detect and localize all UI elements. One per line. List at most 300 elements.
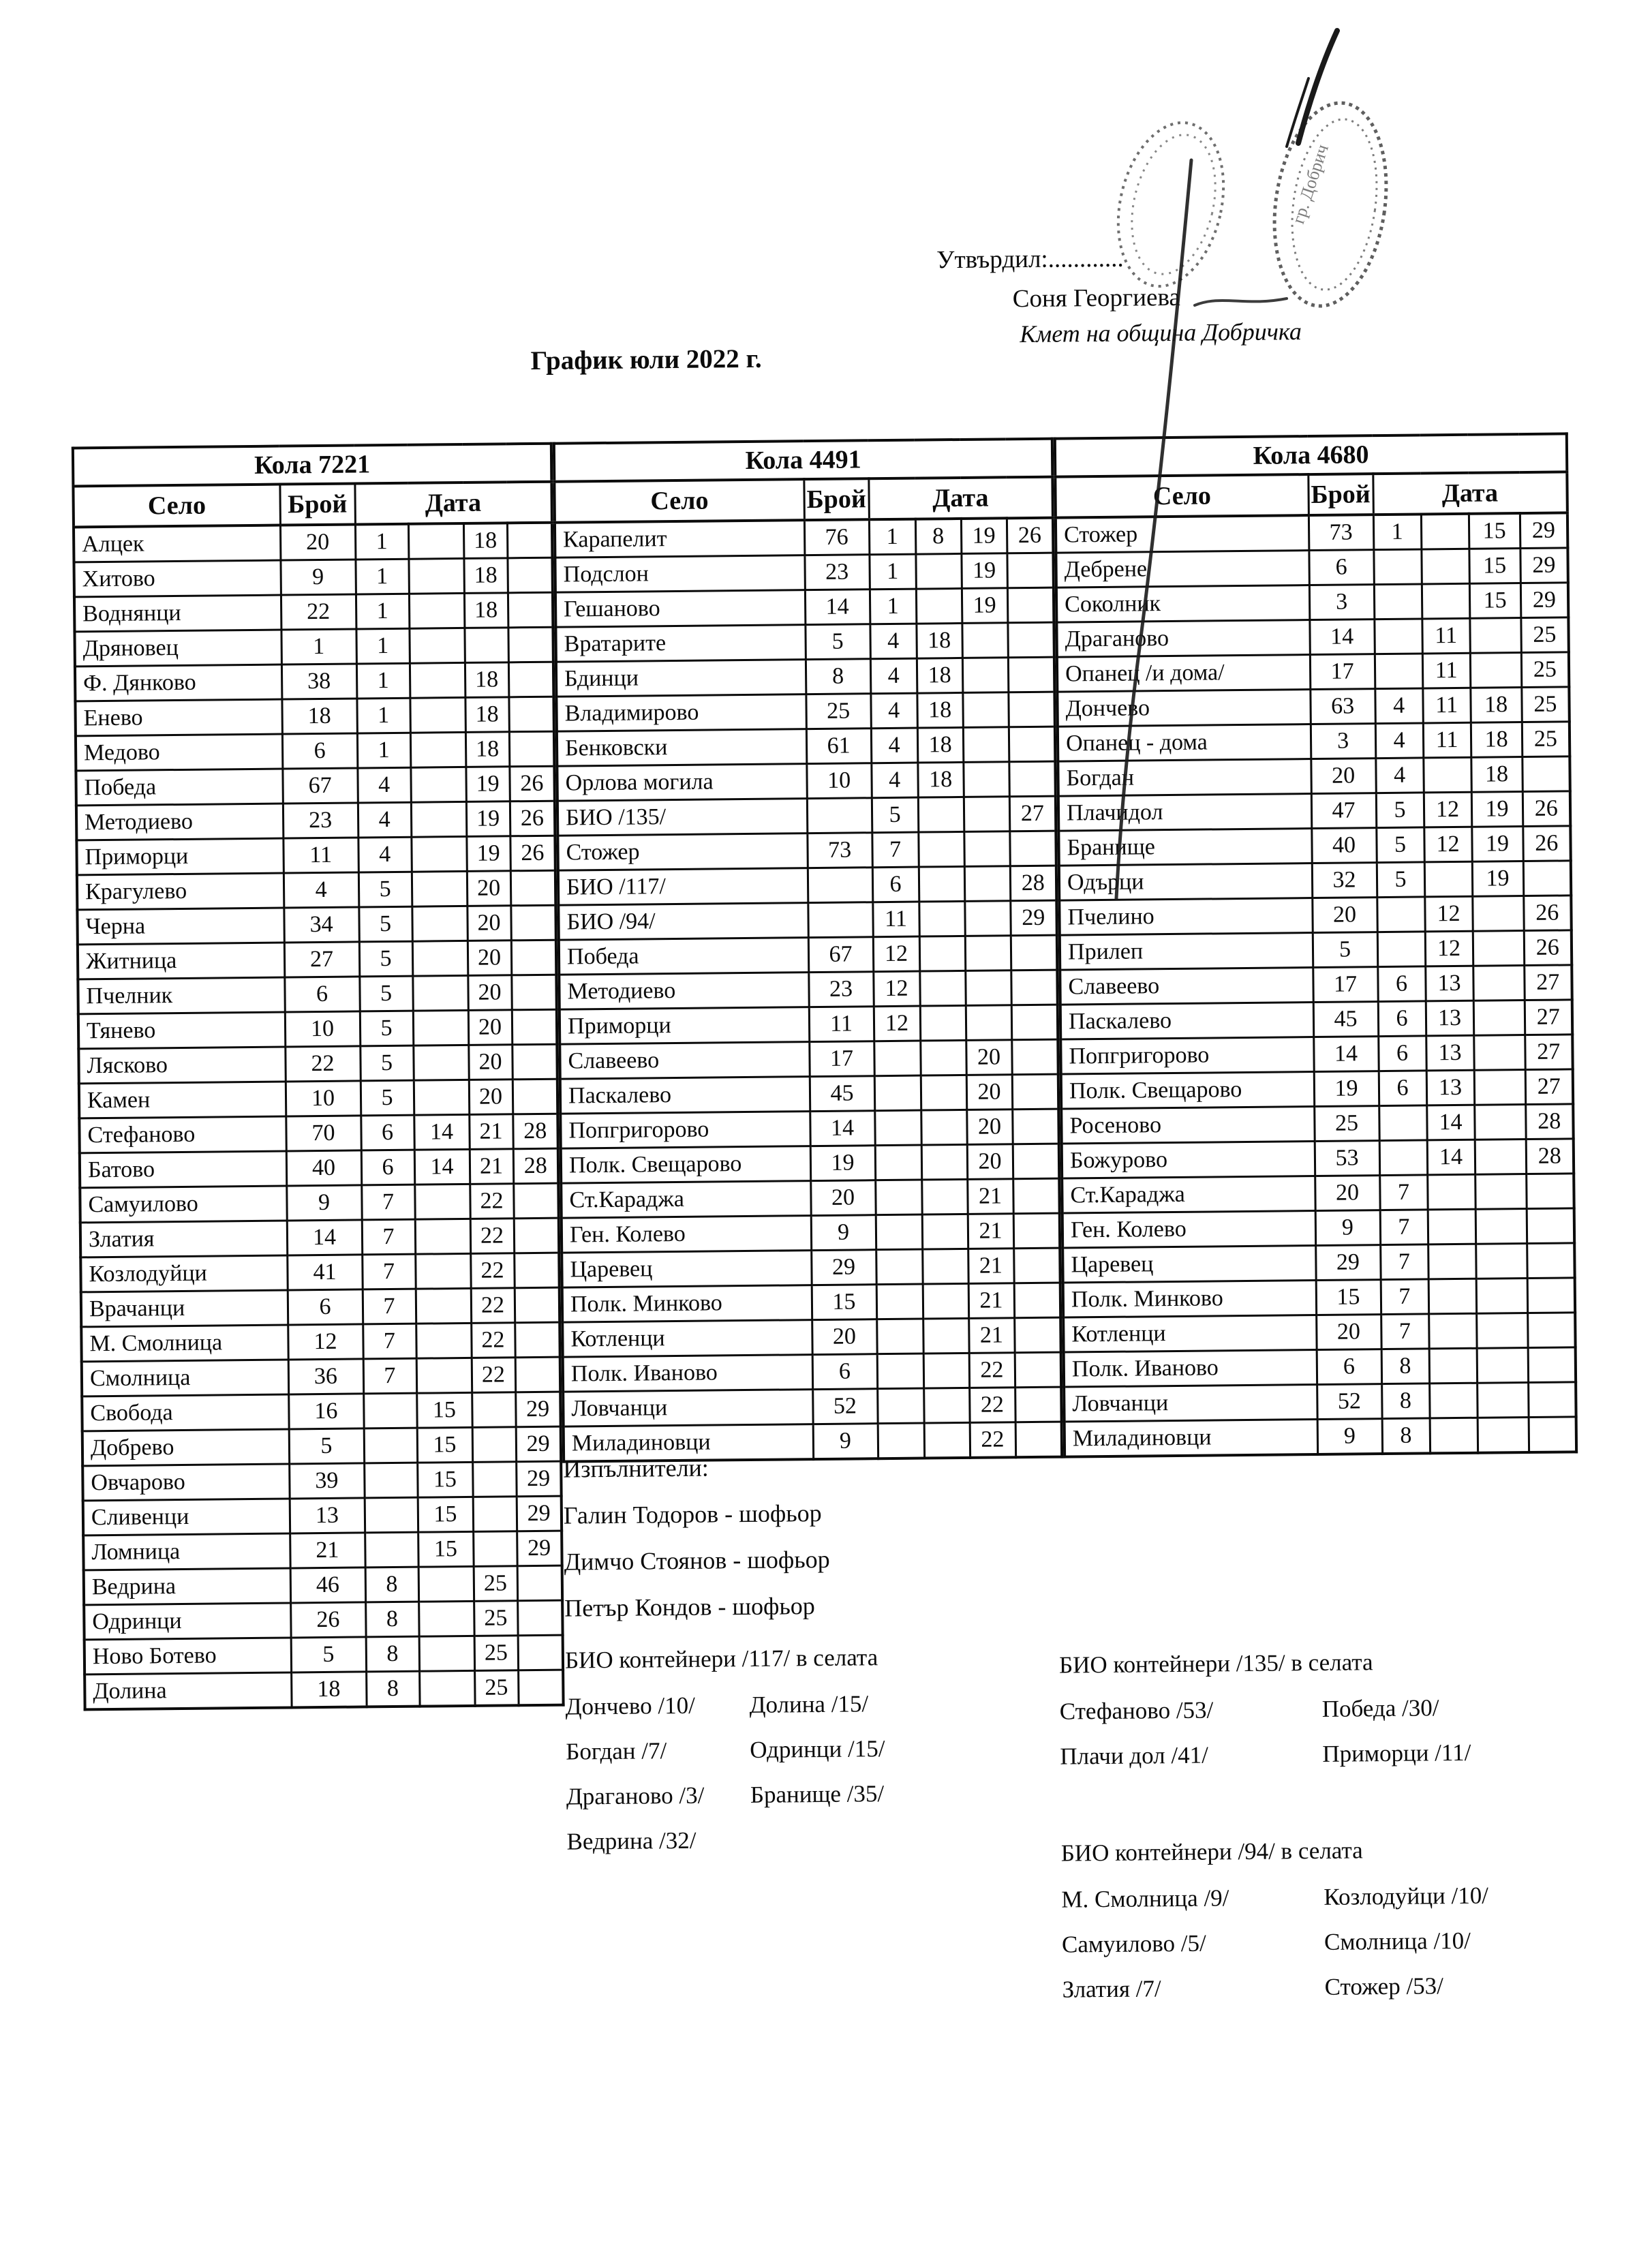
- count-cell: 41: [287, 1255, 362, 1290]
- date-cell: [507, 523, 553, 558]
- table-row: [557, 761, 1055, 801]
- date-cell: 18: [917, 727, 963, 763]
- date-cell: [1014, 1317, 1061, 1353]
- village-cell: Пчелино: [1059, 898, 1312, 936]
- bio-item: Дончево /10/: [565, 1692, 696, 1720]
- count-cell: 32: [1312, 863, 1377, 898]
- village-cell: Вратарите: [555, 625, 805, 662]
- date-cell: [418, 1566, 474, 1602]
- column-header-village: Село: [73, 485, 280, 528]
- table-row: [1061, 1069, 1573, 1109]
- table-row: [555, 518, 1053, 558]
- count-cell: 5: [1313, 932, 1377, 968]
- date-cell: [1423, 757, 1471, 793]
- village-cell: Полк. Свещарово: [561, 1146, 810, 1184]
- date-cell: 21: [968, 1214, 1013, 1249]
- schedule-table-kola-7221: [72, 442, 565, 1711]
- table-row: [555, 553, 1053, 592]
- village-cell: Ген. Колево: [1062, 1211, 1315, 1249]
- date-cell: [1478, 1418, 1529, 1453]
- date-cell: [413, 1045, 468, 1080]
- village-cell: Воднянци: [74, 595, 281, 632]
- date-cell: [412, 906, 467, 941]
- bio-item: Долина /15/: [749, 1690, 869, 1719]
- date-cell: 22: [970, 1422, 1015, 1458]
- table-row: [80, 1218, 559, 1257]
- date-cell: 20: [966, 1040, 1011, 1075]
- table-row: [1061, 1104, 1573, 1144]
- date-cell: 4: [871, 728, 917, 763]
- table-row: [1063, 1313, 1575, 1352]
- count-cell: 18: [291, 1672, 366, 1708]
- village-cell: БИО /94/: [558, 903, 808, 941]
- date-cell: 25: [1521, 687, 1570, 722]
- date-cell: [518, 1635, 564, 1670]
- date-cell: 4: [1375, 688, 1422, 724]
- date-cell: [1527, 1313, 1576, 1348]
- date-cell: [1009, 727, 1056, 762]
- village-cell: Полк. Минково: [1063, 1281, 1316, 1318]
- village-cell: Гешаново: [555, 590, 805, 628]
- count-cell: 6: [282, 733, 357, 769]
- village-cell: Орлова могила: [557, 764, 806, 801]
- date-cell: [1013, 1178, 1060, 1214]
- date-cell: [915, 553, 961, 589]
- date-cell: 18: [916, 623, 962, 658]
- table-row: [1060, 930, 1572, 970]
- date-cell: [1013, 1144, 1060, 1179]
- village-cell: Победа: [559, 938, 808, 975]
- date-cell: [922, 1214, 968, 1249]
- date-cell: [1428, 1279, 1476, 1314]
- count-cell: 63: [1310, 689, 1375, 724]
- date-cell: 22: [472, 1358, 515, 1393]
- table-row: [1058, 756, 1570, 796]
- count-cell: 67: [282, 768, 357, 804]
- date-cell: [919, 936, 965, 971]
- date-cell: 29: [1520, 513, 1568, 548]
- date-cell: 7: [362, 1254, 415, 1289]
- bio-item: Златия /7/: [1062, 1975, 1161, 2003]
- table-row: [1062, 1174, 1574, 1213]
- date-cell: [1429, 1383, 1477, 1418]
- schedule-table-kola-4491: [553, 438, 1063, 1463]
- date-cell: 12: [1424, 827, 1471, 862]
- date-cell: 19: [466, 801, 510, 837]
- date-cell: [1475, 1140, 1526, 1175]
- count-cell: 10: [285, 1011, 360, 1047]
- date-cell: 20: [467, 906, 510, 941]
- date-cell: [1421, 514, 1469, 549]
- bio-row: [566, 1816, 886, 1864]
- village-cell: Богдан: [1058, 759, 1311, 797]
- date-cell: 7: [363, 1324, 416, 1359]
- date-cell: 29: [516, 1426, 562, 1462]
- village-cell: Миладиновци: [1065, 1419, 1317, 1456]
- village-cell: Соколник: [1056, 585, 1309, 623]
- date-cell: [919, 901, 964, 936]
- date-cell: 7: [1381, 1314, 1428, 1349]
- table-row: [563, 1387, 1061, 1426]
- date-cell: 21: [968, 1318, 1014, 1354]
- date-cell: 19: [1471, 792, 1523, 827]
- table-row: [559, 970, 1057, 1009]
- table-row: [555, 587, 1054, 627]
- bio-item: Богдан /7/: [566, 1737, 667, 1765]
- date-cell: [512, 1044, 557, 1080]
- village-cell: Ф. Дянково: [75, 664, 281, 701]
- village-cell: Тянево: [78, 1012, 285, 1049]
- date-cell: 22: [471, 1288, 515, 1324]
- village-cell: Ловчанци: [563, 1390, 812, 1427]
- date-cell: [1009, 761, 1056, 797]
- count-cell: 73: [807, 833, 872, 868]
- date-cell: [1015, 1352, 1062, 1388]
- village-cell: Камен: [79, 1082, 286, 1118]
- table-row: [563, 1352, 1061, 1392]
- table-row: [78, 940, 556, 979]
- date-cell: [962, 692, 1008, 728]
- date-cell: 20: [966, 1075, 1012, 1110]
- date-cell: 20: [468, 1010, 512, 1045]
- count-cell: 12: [288, 1324, 363, 1360]
- date-cell: [473, 1497, 517, 1532]
- date-cell: 19: [466, 836, 510, 872]
- village-cell: Методиево: [76, 804, 283, 840]
- date-cell: [920, 1005, 966, 1041]
- date-cell: [418, 1601, 474, 1636]
- schedule-table-kola-4680: [1054, 432, 1578, 1458]
- date-cell: 8: [365, 1567, 418, 1602]
- bio-item: Стефаново /53/: [1059, 1696, 1214, 1725]
- table-row: [562, 1283, 1060, 1322]
- table-row: [76, 731, 554, 771]
- date-cell: [464, 628, 508, 663]
- date-cell: 7: [363, 1289, 416, 1324]
- table-row: [83, 1496, 562, 1535]
- table-row: [85, 1635, 563, 1675]
- date-cell: [1527, 1243, 1575, 1279]
- date-cell: [517, 1565, 563, 1601]
- count-cell: 9: [1317, 1419, 1382, 1454]
- date-cell: [1008, 657, 1055, 692]
- date-cell: 19: [1472, 861, 1523, 897]
- column-header-count: Брой: [279, 483, 355, 525]
- count-cell: 4: [284, 872, 358, 908]
- bio-section-135: [1059, 1638, 1471, 1779]
- count-cell: 6: [288, 1289, 363, 1325]
- count-cell: 34: [284, 907, 358, 943]
- count-cell: 25: [806, 694, 870, 729]
- village-cell: Батово: [80, 1151, 286, 1188]
- village-cell: Полк. Минково: [562, 1285, 812, 1323]
- count-cell: 1: [281, 629, 356, 664]
- table-row: [560, 1109, 1058, 1148]
- table-row: [81, 1322, 560, 1362]
- date-cell: [416, 1358, 472, 1393]
- count-cell: 29: [1315, 1245, 1380, 1281]
- date-cell: 7: [362, 1219, 415, 1255]
- date-cell: [408, 523, 463, 559]
- date-cell: [964, 831, 1009, 867]
- count-cell: 73: [1309, 515, 1373, 550]
- date-cell: 18: [465, 697, 508, 733]
- village-cell: Царевец: [562, 1251, 811, 1288]
- count-cell: 61: [806, 729, 871, 764]
- date-cell: 7: [1379, 1175, 1427, 1210]
- date-cell: 6: [1378, 1036, 1426, 1071]
- date-cell: [514, 1253, 560, 1288]
- village-cell: Карапелит: [555, 520, 804, 557]
- table-row: [83, 1531, 562, 1570]
- date-cell: 26: [1523, 896, 1572, 931]
- date-cell: 29: [1010, 900, 1057, 936]
- date-cell: [923, 1388, 969, 1423]
- date-cell: 7: [1380, 1210, 1428, 1245]
- count-cell: 14: [1313, 1037, 1378, 1072]
- village-cell: Алцек: [74, 525, 280, 562]
- count-cell: 6: [1309, 550, 1373, 585]
- date-cell: 1: [356, 628, 409, 664]
- date-cell: 18: [917, 692, 962, 728]
- table-row: [80, 1148, 558, 1188]
- table-row: [1058, 722, 1570, 761]
- village-cell: Стожер: [557, 834, 807, 871]
- date-cell: 12: [1424, 896, 1472, 932]
- date-cell: [410, 697, 465, 733]
- date-cell: [921, 1179, 967, 1214]
- table-row: [557, 727, 1055, 766]
- count-cell: 14: [1309, 620, 1374, 655]
- count-cell: 23: [804, 555, 869, 590]
- date-cell: [1430, 1418, 1478, 1453]
- count-cell: 20: [1311, 759, 1375, 794]
- date-cell: [922, 1249, 968, 1284]
- date-cell: [508, 697, 554, 732]
- table-row: [77, 870, 555, 910]
- date-cell: 26: [510, 836, 555, 871]
- date-cell: 29: [517, 1531, 562, 1566]
- date-cell: [1011, 935, 1058, 970]
- village-cell: Прилеп: [1060, 933, 1313, 970]
- approver-name: Соня Георгиева: [1012, 283, 1181, 314]
- date-cell: 11: [1423, 722, 1471, 758]
- table-row: [1060, 1000, 1572, 1039]
- date-cell: 15: [1469, 513, 1520, 549]
- date-cell: 1: [357, 733, 410, 768]
- table-row: [562, 1317, 1060, 1357]
- village-cell: Дончево: [1057, 690, 1310, 727]
- village-cell: Победа: [76, 769, 282, 806]
- date-cell: 8: [365, 1602, 418, 1637]
- count-cell: 27: [284, 942, 359, 977]
- count-cell: 22: [281, 594, 356, 630]
- date-cell: [1475, 1209, 1527, 1244]
- date-cell: 1: [356, 594, 409, 629]
- date-cell: 20: [967, 1144, 1013, 1180]
- table-row: [80, 1183, 558, 1223]
- village-cell: Бдинци: [556, 660, 806, 697]
- village-cell: Козлодуйци: [80, 1255, 287, 1292]
- date-cell: [412, 941, 468, 976]
- date-cell: 12: [1425, 931, 1473, 966]
- count-cell: 17: [1310, 654, 1375, 690]
- count-cell: 10: [806, 763, 871, 799]
- date-cell: 27: [1525, 1035, 1573, 1070]
- bio-row: [566, 1771, 886, 1819]
- date-cell: 29: [515, 1392, 561, 1427]
- table-row: [1059, 896, 1571, 935]
- count-cell: 9: [286, 1185, 361, 1221]
- date-cell: [1011, 1039, 1058, 1075]
- village-cell: Владимирово: [556, 694, 806, 732]
- date-cell: [415, 1219, 470, 1254]
- village-cell: Драганово: [1056, 620, 1309, 658]
- date-cell: [920, 1040, 966, 1075]
- column-header-date: Дата: [868, 477, 1053, 520]
- table-row: [1064, 1347, 1576, 1387]
- date-cell: [1373, 549, 1421, 585]
- date-cell: [1422, 583, 1469, 619]
- date-cell: 26: [509, 766, 555, 801]
- count-cell: 70: [286, 1116, 361, 1151]
- village-cell: Ст.Караджа: [1062, 1176, 1315, 1214]
- count-cell: 20: [280, 524, 355, 560]
- count-cell: 9: [813, 1424, 878, 1459]
- date-cell: [1429, 1348, 1477, 1384]
- date-cell: [962, 658, 1008, 693]
- village-cell: Паскалево: [560, 1077, 810, 1114]
- date-cell: 5: [1376, 827, 1424, 863]
- car-header: Кола 4680: [1055, 433, 1567, 476]
- bio-item: М. Смолница /9/: [1061, 1884, 1229, 1913]
- date-cell: [1377, 897, 1424, 932]
- date-cell: [410, 767, 465, 802]
- count-cell: 38: [281, 664, 356, 699]
- table-row: [560, 1074, 1058, 1114]
- count-cell: [807, 798, 872, 834]
- date-cell: 27: [1525, 1000, 1573, 1035]
- village-cell: Бенковски: [557, 729, 806, 767]
- date-cell: 8: [1382, 1418, 1430, 1454]
- bio-row: [1059, 1685, 1471, 1734]
- date-cell: 15: [418, 1497, 473, 1532]
- table-row: [1060, 965, 1572, 1005]
- table-row: [1062, 1139, 1574, 1178]
- table-row: [1062, 1243, 1574, 1283]
- date-cell: 14: [1426, 1105, 1474, 1140]
- date-cell: [1377, 932, 1425, 967]
- village-cell: Житница: [78, 943, 284, 979]
- date-cell: 11: [1422, 618, 1469, 654]
- date-cell: 18: [463, 558, 507, 594]
- village-cell: М. Смолница: [81, 1325, 288, 1362]
- date-cell: [875, 1145, 921, 1180]
- village-cell: Полк. Свещарово: [1061, 1072, 1314, 1110]
- date-cell: [963, 762, 1009, 797]
- count-cell: 6: [284, 977, 359, 1012]
- date-cell: 22: [470, 1253, 514, 1289]
- date-cell: 21: [968, 1283, 1014, 1319]
- table-row: [82, 1392, 560, 1431]
- count-cell: 14: [805, 590, 870, 625]
- count-cell: 11: [809, 1007, 874, 1042]
- bio-row: [1060, 1730, 1471, 1779]
- date-cell: 28: [1526, 1139, 1574, 1174]
- date-cell: 13: [1425, 966, 1473, 1001]
- date-cell: [1528, 1347, 1576, 1383]
- date-cell: [874, 1075, 921, 1111]
- count-cell: 9: [811, 1215, 876, 1251]
- date-cell: 18: [464, 593, 508, 628]
- date-cell: 18: [1471, 757, 1522, 793]
- table-row: [82, 1461, 561, 1501]
- date-cell: [963, 727, 1009, 763]
- count-cell: 67: [808, 937, 873, 973]
- bio-item: Смолница /10/: [1324, 1927, 1471, 1955]
- count-cell: 23: [808, 972, 873, 1007]
- date-cell: 25: [474, 1636, 518, 1671]
- count-cell: 76: [804, 519, 869, 555]
- table-row: [561, 1178, 1059, 1218]
- date-cell: 7: [872, 832, 918, 868]
- table-row: [74, 523, 552, 562]
- date-cell: 15: [416, 1392, 472, 1428]
- car-header: Кола 4491: [554, 439, 1053, 482]
- date-cell: [965, 970, 1011, 1006]
- date-cell: [419, 1636, 474, 1671]
- table-row: [558, 866, 1056, 905]
- date-cell: [1379, 1105, 1426, 1141]
- date-cell: [916, 588, 962, 624]
- village-cell: Смолница: [82, 1360, 288, 1396]
- date-cell: [508, 627, 553, 662]
- date-cell: [921, 1144, 967, 1180]
- village-cell: Полк. Иваново: [1064, 1349, 1317, 1387]
- date-cell: [875, 1180, 921, 1215]
- date-cell: 4: [1375, 723, 1423, 759]
- table-row: [1064, 1382, 1576, 1422]
- date-cell: 1: [355, 559, 408, 594]
- village-cell: Попгригорово: [1060, 1037, 1313, 1075]
- date-cell: 26: [1007, 518, 1054, 553]
- village-cell: Божурово: [1062, 1142, 1315, 1179]
- village-cell: Ломница: [83, 1533, 290, 1570]
- date-cell: 6: [1377, 966, 1425, 1002]
- date-cell: [412, 871, 467, 906]
- count-cell: 9: [280, 560, 355, 595]
- table-row: [74, 592, 553, 632]
- bio-row: [1062, 1919, 1489, 1968]
- date-cell: 15: [1469, 549, 1520, 584]
- date-cell: 6: [361, 1115, 414, 1150]
- date-cell: 25: [474, 1670, 518, 1706]
- village-cell: БИО /135/: [557, 799, 807, 836]
- date-cell: 14: [414, 1114, 469, 1150]
- date-cell: [510, 905, 556, 941]
- date-cell: [1473, 1000, 1525, 1036]
- date-cell: [1007, 587, 1054, 623]
- date-cell: [964, 797, 1009, 832]
- count-cell: 14: [810, 1111, 874, 1146]
- count-cell: 25: [1314, 1106, 1379, 1142]
- date-cell: 28: [1525, 1104, 1574, 1140]
- table-row: [555, 622, 1054, 662]
- table-row: [1065, 1417, 1576, 1457]
- date-cell: 22: [471, 1323, 515, 1358]
- date-cell: 5: [360, 1011, 413, 1046]
- date-cell: 15: [417, 1462, 472, 1497]
